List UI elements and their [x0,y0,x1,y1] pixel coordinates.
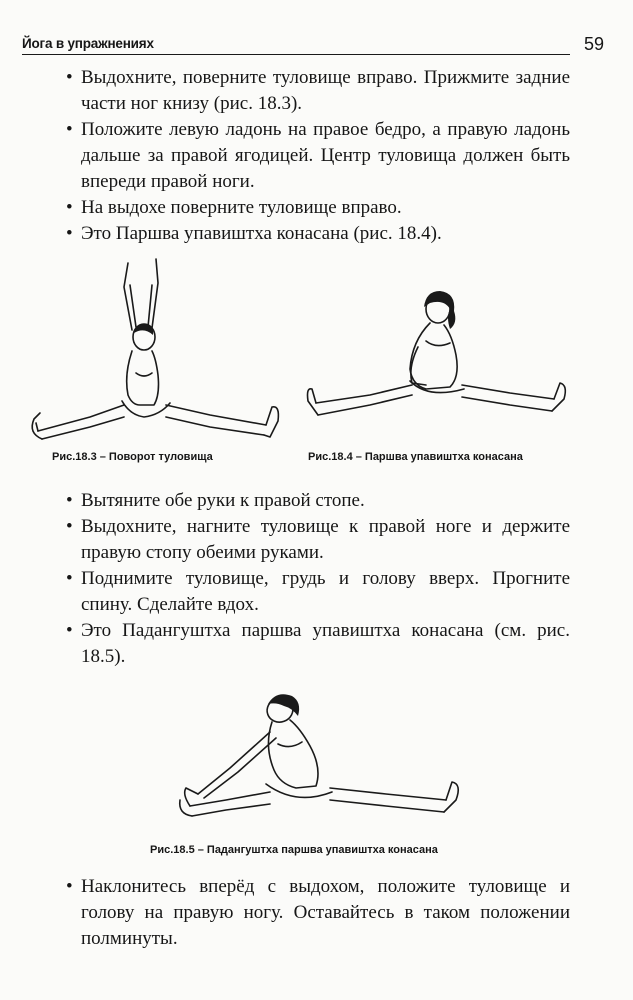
bullet-list-1 [66,65,570,247]
figure-caption: Рис.18.4 – Паршва упавиштха конасана [308,451,523,463]
figure-caption: Рис.18.3 – Поворот туловища [52,451,213,463]
bullet-list-2 [66,488,570,670]
bullet-list-3 [66,874,570,952]
bullet-item: • Вытяните обе руки к правой стопе. [66,488,570,514]
figure-18-4 [300,285,590,463]
figure-caption: Рис.18.5 – Падангуштха паршва упавиштха конасана [150,844,438,856]
bullet-item: • Это Падангуштха паршва упавиштха конасана (см. рис. 18.5). [66,618,570,670]
bullet-item: • Поднимите туловище, грудь и голову вверх. Прогните спину. Сделайте вдох. [66,566,570,618]
figure-18-5 [146,688,506,858]
bullet-item: • Выдохните, поверните туловище вправо. Прижмите задние части ног книзу (рис. 18.3). [66,65,570,117]
page-header [22,34,604,55]
bullet-item: • Это Паршва упавиштха конасана (рис. 18.4). [66,221,570,247]
bullet-item: • Положите левую ладонь на правое бедро, а правую ладонь дальше за правой ягодицей. Центр туловища должен быть впереди правой ноги. [66,117,570,195]
bullet-item: • На выдохе поверните туловище вправо. [66,195,570,221]
seated-hold-foot-illustration [146,688,486,828]
running-title: Йога в упражнениях [22,36,154,51]
bullet-item: • Наклонитесь вперёд с выдохом, положите туловище и голову на правую ногу. Оставайтесь в таком положении полминуты. [66,874,570,952]
bullet-item: • Выдохните, нагните туловище к правой ноге и держите правую стопу обеими руками. [66,514,570,566]
seated-arms-raised-illustration [20,255,290,445]
figure-18-3 [20,255,290,463]
seated-twist-illustration [300,285,590,425]
page-number: 59 [583,34,604,54]
